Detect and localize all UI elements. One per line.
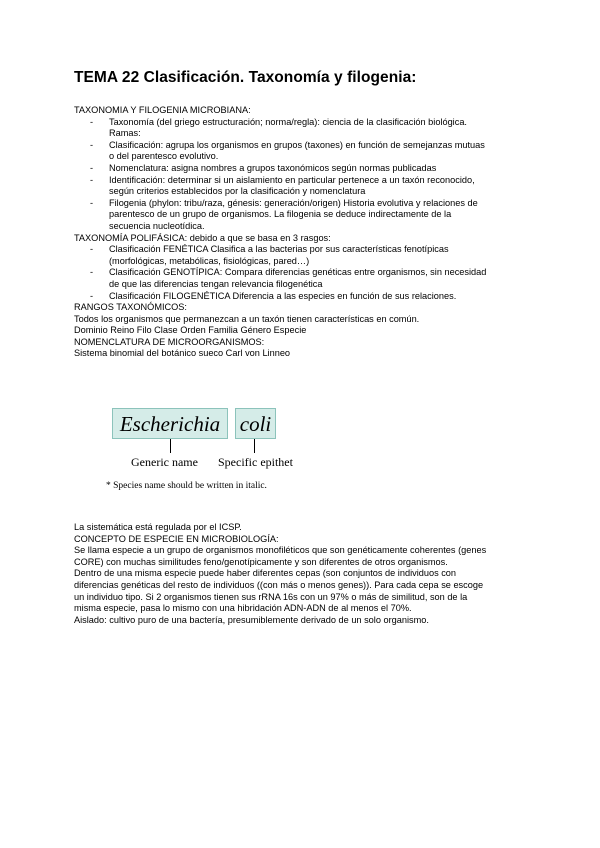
section-heading-rangos: RANGOS TAXONÓMICOS: [74,302,187,313]
especie-paragraph [74,545,534,626]
polifasica-item [74,244,534,267]
polifasica-item [74,291,534,303]
bullet-dash: - [90,197,94,208]
rangos-hierarchy: Dominio Reino Filo Clase Orden Familia Género Especie [74,325,307,336]
species-box: coli [235,408,276,439]
polifasica-item-line: Clasificación GENOTÍPICA: Compara diferencias genéticas entre organismos, sin necesidad [109,267,487,278]
rangos-text: Todos los organismos que permanezcan a un taxón tienen características en común. [74,313,420,324]
polifasica-item [74,267,534,290]
taxonomia-item-line: según criterios establecidos por la clasificación y nomenclatura [109,186,366,197]
bullet-dash: - [90,244,94,255]
document-body [74,105,534,360]
taxonomia-item [74,163,534,175]
taxonomia-item-line: Filogenia (phylon: tribu/raza, génesis: generación/origen) Historia evolutiva y relaciones de [109,197,478,208]
bullet-dash: - [90,174,94,185]
genus-box: Escherichia [112,408,228,439]
paragraph-line: un individuo tipo. Si 2 organismos tienen sus rRNA 16s con un 97% o más de similitud, son de la [74,591,468,602]
section-heading-nomenclatura: NOMENCLATURA DE MICROORGANISMOS: [74,336,265,347]
document-body-2 [74,522,534,626]
paragraph-line: misma especie, pasa lo mismo con una hibridación ADN-ADN de al menos el 70%. [74,603,412,614]
taxonomia-item-line: o del parentesco evolutivo. [109,151,219,162]
italic-note: * Species name should be written in italic. [106,481,267,491]
polifasica-item-line: (morfológicas, metabólicas, fisiológicas, pared…) [109,255,310,266]
polifasica-item-line: Clasificación FILOGENÉTICA Diferencia a las especies en función de sus relaciones. [109,290,457,301]
taxonomia-item [74,140,534,163]
taxonomia-item [74,198,534,233]
taxonomia-item-line: secuencia nucleotídica. [109,220,205,231]
taxonomia-item [74,117,534,140]
taxonomia-item-line: Clasificación: agrupa los organismos en grupos (taxones) en función de semejanzas mutuas [109,139,485,150]
paragraph-line: Se llama especie a un grupo de organismos monofiléticos que son genéticamente coherentes (genes [74,545,487,556]
species-tick [254,439,255,453]
species-caption: Specific epithet [218,455,293,469]
polifasica-list [74,244,534,302]
bullet-dash: - [90,116,94,127]
taxonomia-item-line: parentesco de un grupo de organismos. La filogenia se deduce indirectamente de la [109,209,452,220]
taxonomia-item-line: Ramas: [109,128,141,139]
bullet-dash: - [90,290,94,301]
paragraph-line: Aislado: cultivo puro de una bactería, presumiblemente derivado de un solo organismo. [74,614,429,625]
nomenclatura-text: Sistema binomial del botánico sueco Carl von Linneo [74,348,291,359]
polifasica-item-line: de que las diferencias tengan relevancia filogenética [109,278,323,289]
paragraph-line: diferencias genéticas del resto de individuos ((con más o menos genes)). Para cada cepa se escoge [74,579,484,590]
bullet-dash: - [90,267,94,278]
taxonomia-item [74,175,534,198]
bullet-dash: - [90,162,94,173]
taxonomia-list [74,117,534,233]
genus-caption: Generic name [131,455,198,469]
section-heading-polifasica: TAXONOMÍA POLIFÁSICA: debido a que se basa en 3 rasgos: [74,232,331,243]
binomial-figure [102,404,312,499]
paragraph-line: Dentro de una misma especie puede haber diferentes cepas (son conjuntos de individuos con [74,568,457,579]
section-heading-especie: CONCEPTO DE ESPECIE EN MICROBIOLOGÍA: [74,533,279,544]
genus-tick [170,439,171,453]
polifasica-item-line: Clasificación FENÉTICA Clasifica a las bacterias por sus características fenotípicas [109,244,449,255]
taxonomia-item-line: Nomenclatura: asigna nombres a grupos taxonómicos según normas publicadas [109,162,437,173]
section-heading-taxonomia: TAXONOMIA Y FILOGENIA MICROBIANA: [74,105,251,115]
paragraph-line: CORE) con muchas similitudes feno/genotípicamente y son diferentes de otros organismos. [74,556,448,567]
bullet-dash: - [90,139,94,150]
taxonomia-item-line: Taxonomía (del griego estructuración; norma/regla): ciencia de la clasificación biológica. [109,116,467,127]
icsp-line: La sistemática está regulada por el ICSP. [74,522,242,532]
page-title: TEMA 22 Clasificación. Taxonomía y filogenia: [74,69,417,86]
taxonomia-item-line: Identificación: determinar si un aislamiento en particular pertenece a un taxón reconocido, [109,174,475,185]
